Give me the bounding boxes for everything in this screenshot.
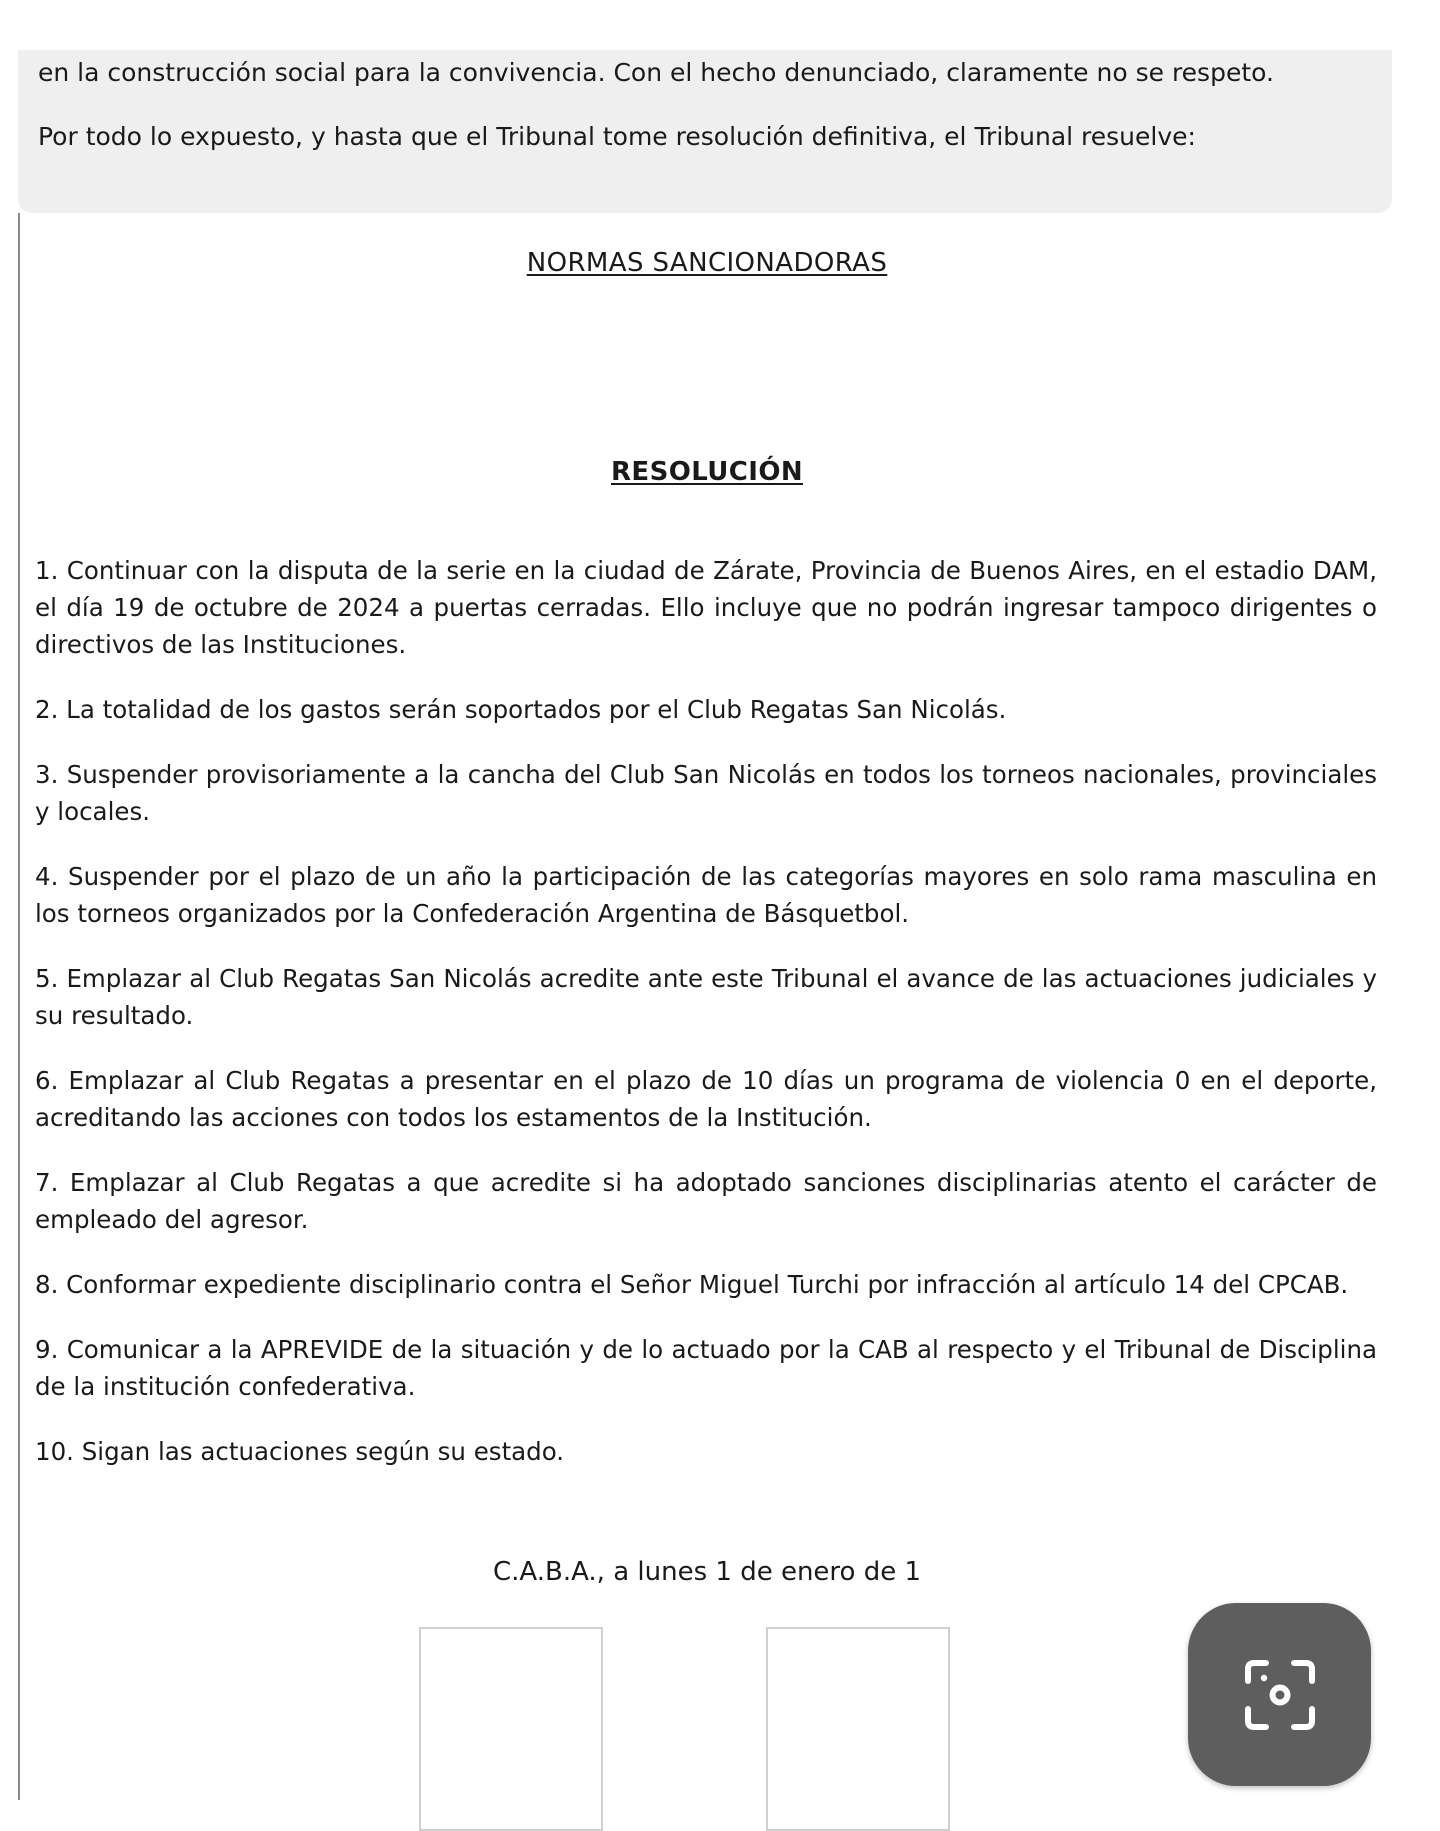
resolution-item: 2. La totalidad de los gastos serán soportados por el Club Regatas San Nicolás. xyxy=(35,695,1007,724)
resolution-items-list xyxy=(35,552,1377,1498)
intro-resolve-line: Por todo lo expuesto, y hasta que el Tribunal tome resolución definitiva, el Tribunal resuelve: xyxy=(38,122,1196,151)
resolution-item: 5. Emplazar al Club Regatas San Nicolás acredite ante este Tribunal el avance de las actuaciones judiciales y su resultado. xyxy=(35,964,1377,1030)
resolucion-heading: RESOLUCIÓN xyxy=(611,457,803,487)
intro-text-line: en la construcción social para la convivencia. Con el hecho denunciado, claramente no se respeto. xyxy=(38,58,1274,87)
resolution-item: 1. Continuar con la disputa de la serie en la ciudad de Zárate, Provincia de Buenos Aires, en el estadio DAM, el día 19 de octubre de 2024 a puertas cerradas. Ello incluye que no podrán ingresar tampoco dirigentes o directivos de las Instituciones. xyxy=(35,556,1377,659)
live-text-scan-button[interactable] xyxy=(1188,1603,1371,1786)
page-top-strip xyxy=(18,0,1392,50)
resolution-item: 4. Suspender por el plazo de un año la participación de las categorías mayores en solo rama masculina en los torneos organizados por la Confederación Argentina de Básquetbol. xyxy=(35,862,1377,928)
resolution-item: 8. Conformar expediente disciplinario contra el Señor Miguel Turchi por infracción al artículo 14 del CPCAB. xyxy=(35,1270,1349,1299)
signature-image-right xyxy=(766,1627,950,1831)
place-date-line: C.A.B.A., a lunes 1 de enero de 1 xyxy=(492,1557,922,1587)
normas-sancionadoras-heading: NORMAS SANCIONADORAS xyxy=(526,248,888,278)
previous-section-box xyxy=(18,50,1392,213)
resolution-item: 6. Emplazar al Club Regatas a presentar en el plazo de 10 días un programa de violencia 0 en el deporte, acreditando las acciones con todos los estamentos de la Institución. xyxy=(35,1066,1377,1132)
resolution-item: 7. Emplazar al Club Regatas a que acredite si ha adoptado sanciones disciplinarias atento el carácter de empleado del agresor. xyxy=(35,1168,1377,1234)
resolution-item: 9. Comunicar a la APREVIDE de la situación y de lo actuado por la CAB al respecto y el Tribunal de Disciplina de la institución confederativa. xyxy=(35,1335,1377,1401)
live-text-scan-icon xyxy=(1242,1657,1318,1733)
signature-image-left xyxy=(419,1627,603,1831)
resolution-item: 3. Suspender provisoriamente a la cancha del Club San Nicolás en todos los torneos nacionales, provinciales y locales. xyxy=(35,760,1377,826)
resolution-item: 10. Sigan las actuaciones según su estado. xyxy=(35,1437,565,1466)
